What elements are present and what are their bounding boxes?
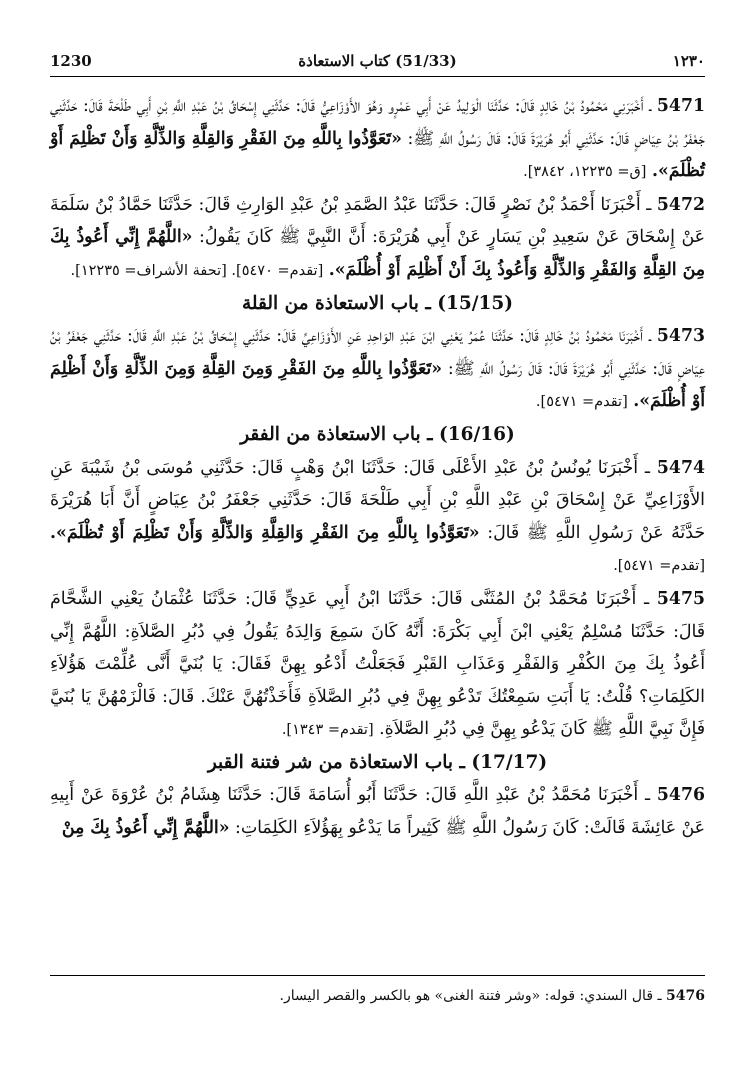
- hadith-matn: «اللَّهُمَّ إِنِّي أَعُوذُ بِكَ مِنْ: [61, 818, 230, 839]
- footnote: [50, 985, 705, 1007]
- hadith-paragraph: [50, 583, 705, 747]
- footnote-text: ـ قال السندي: قوله: «وشر فتنة الغنى» هو بالكسر والقصر اليسار.: [279, 988, 662, 1004]
- page-number-arabic: ١٢٣٠: [672, 52, 705, 70]
- hadith-isnad: ـ أَخْبَرَنَا مَحْمُودُ بْنُ خَالِدٍ قَالَ: حَدَّثَنَا عُمَرُ يَعْنِي ابْنَ عَبْدِ الوَاحِدِ عَنِ الأَوْزَاعِيِّ قَالَ: حَدَّثَنِي إِسْحَاقُ بْنُ عَبْدِ اللَّهِ قَالَ: حَدَّثَنِي جَعْفَرُ بْنُ عِيَاضٍ قَالَ: حَدَّثَنِي أَبُو هُرَيْرَةَ قَالَ: قَالَ رَسُولُ اللَّهِ ﷺ:: [50, 326, 705, 379]
- hadith-matn: «تَعَوَّذُوا بِاللَّهِ مِنَ الفَقْرِ وَمِنَ القِلَّةِ وَمِنَ الذِّلَّةِ وَأَنْ أَظْلِمَ أَوْ أُظْلَمَ».: [50, 358, 705, 412]
- hadith-paragraph: [50, 452, 705, 583]
- hadith-number: 5473: [656, 326, 705, 347]
- hadith-number: 5476: [656, 785, 705, 806]
- hadith-reference: [ق= ١٢٢٣٥، ٣٨٤٢].: [523, 164, 647, 181]
- hadith-reference: [تقدم= ٥٤٧١].: [613, 558, 705, 575]
- hadith-reference: [تقدم= ٥٤٧١].: [535, 394, 628, 411]
- hadith-reference: [تقدم= ١٣٤٣].: [281, 722, 374, 739]
- hadith-paragraph: [50, 189, 705, 288]
- hadith-isnad: ـ أَخْبَرَنَا مُحَمَّدُ بْنُ عَبْدِ اللَّهِ قَالَ: حَدَّثَنَا أَبُو أُسَامَةَ قَالَ: حَدَّثَنَا هِشَامُ بْنُ عُرْوَةَ عَنْ أَبِيهِ عَنْ عَائِشَةَ قَالَتْ: كَانَ رَسُولُ اللَّهِ ﷺ كَثِيراً مَا يَدْعُو بِهَؤُلاَءِ الكَلِمَاتِ:: [50, 785, 705, 839]
- page-number-latin: 1230: [50, 52, 92, 70]
- hadith-number: 5472: [656, 194, 705, 215]
- chapter-heading: (16/16) ـ باب الاستعاذة من الفقر: [240, 423, 515, 445]
- hadith-matn: «اللَّهُمَّ إِنِّي أَعُوذُ بِكَ مِنَ القِلَّةِ وَالفَقْرِ وَالذِّلَّةِ وَأَعُوذُ بِكَ أَنْ أَظْلِمَ أَوْ أُظْلَمَ».: [50, 227, 705, 280]
- hadith-paragraph: [50, 320, 705, 419]
- chapter-heading: (17/17) ـ باب الاستعاذة من شر فتنة القبر: [207, 751, 548, 773]
- chapter-heading: (15/15) ـ باب الاستعاذة من القلة: [241, 292, 514, 314]
- hadith-number: 5475: [656, 588, 705, 609]
- hadith-isnad: ـ أَخْبَرَنِي مَحْمُودُ بْنُ خَالِدٍ قَالَ: حَدَّثَنَا الْوَلِيدُ عَنْ أَبِي عَمْرٍو وَهُوَ الأَوْزَاعِيُّ قَالَ: حَدَّثَنِي إِسْحَاقُ بْنُ عَبْدِ اللَّهِ بْنِ أَبِي طَلْحَةَ قَالَ: حَدَّثَنِي جَعْفَرُ بْنُ عِيَاضٍ قَالَ: حَدَّثَنِي أَبُو هُرَيْرَةَ قَالَ: قَالَ رَسُولُ اللَّهِ ﷺ:: [50, 96, 705, 149]
- hadith-isnad: ـ أَخْبَرَنَا يُونُسُ بْنُ عَبْدِ الأَعْلَى قَالَ: حَدَّثَنَا ابْنُ وَهْبٍ قَالَ: حَدَّثَنِي مُوسَى بْنُ شَيْبَةَ عَنِ الأَوْزَاعِيِّ عَنْ إِسْحَاقَ بْنِ عَبْدِ اللَّهِ بْنِ أَبِي طَلْحَةَ قَالَ: حَدَّثَنِي جَعْفَرُ بْنُ عِيَاضٍ أَنَّ أَبَا هُرَيْرَةَ حَدَّثَهُ عَنْ رَسُولِ اللَّهِ ﷺ قَالَ:: [50, 457, 705, 543]
- hadith-paragraph: [50, 90, 705, 189]
- hadith-reference: [تقدم= ٥٤٧٠]. [تحفة الأشراف= ١٢٢٣٥].: [70, 262, 324, 279]
- footnote-divider: [50, 975, 705, 976]
- hadith-isnad: ـ أَخْبَرَنَا مُحَمَّدُ بْنُ المُثَنَّى قَالَ: حَدَّثَنَا ابْنُ أَبِي عَدِيٍّ قَالَ: حَدَّثَنَا عُثْمَانُ يَعْنِي الشَّحَّامَ قَالَ: حَدَّثَنَا مُسْلِمٌ يَعْنِي ابْنَ أَبِي بَكْرَةَ: أَنَّهُ كَانَ سَمِعَ وَالِدَهُ يَقُولُ فِي دُبُرِ الصَّلاَةِ: اللَّهُمَّ إِنِّي أَعُوذُ بِكَ مِنَ الكُفْرِ وَالفَقْرِ وَعَذَابِ القَبْرِ فَجَعَلْتُ أَدْعُو بِهِنَّ فَقَالَ: يَا بُنَيَّ أَنَّى عُلِّمْتَ هَؤُلاَءِ الكَلِمَاتِ؟ قُلْتُ: يَا أَبَتِ سَمِعْتُكَ تَدْعُو بِهِنَّ فِي دُبُرِ الصَّلاَةِ فَأَخَذْتُهُنَّ عَنْكَ. قَالَ: فَالْزَمْهُنَّ يَا بُنَيَّ فَإِنَّ نَبِيَّ اللَّهِ ﷺ كَانَ يَدْعُو بِهِنَّ فِي دُبُرِ الصَّلاَةِ.: [50, 588, 705, 740]
- running-title: (51/33) كتاب الاستعاذة: [298, 52, 457, 70]
- hadith-isnad: ـ أَخْبَرَنَا أَحْمَدُ بْنُ نَصْرٍ قَالَ: حَدَّثَنَا عَبْدُ الصَّمَدِ بْنُ عَبْدِ الوَارِثِ قَالَ: حَدَّثَنَا حَمَّادُ بْنُ سَلَمَةَ عَنْ إِسْحَاقَ عَنْ سَعِيدِ بْنِ يَسَارٍ عَنْ أَبِي هُرَيْرَةَ: أَنَّ النَّبِيَّ ﷺ كَانَ يَقُولُ:: [50, 194, 705, 248]
- hadith-number: 5474: [656, 457, 705, 478]
- hadith-matn: «تَعَوَّذُوا بِاللَّهِ مِنَ الفَقْرِ وَالقِلَّةِ وَالذِّلَّةِ وَأَنْ تَظْلِمَ أَوْ تُظْلَمَ».: [50, 522, 480, 543]
- page-header: [50, 50, 705, 77]
- page-body: [50, 90, 705, 845]
- hadith-matn: «تَعَوَّذُوا بِاللَّهِ مِنَ الفَقْرِ وَالقِلَّةِ وَالذِّلَّةِ وَأَنْ تَظْلِمَ أَوْ تُظْلَمَ».: [50, 128, 705, 182]
- footnote-number: 5476: [666, 988, 705, 1004]
- hadith-paragraph: [50, 779, 705, 844]
- hadith-number: 5471: [656, 96, 706, 116]
